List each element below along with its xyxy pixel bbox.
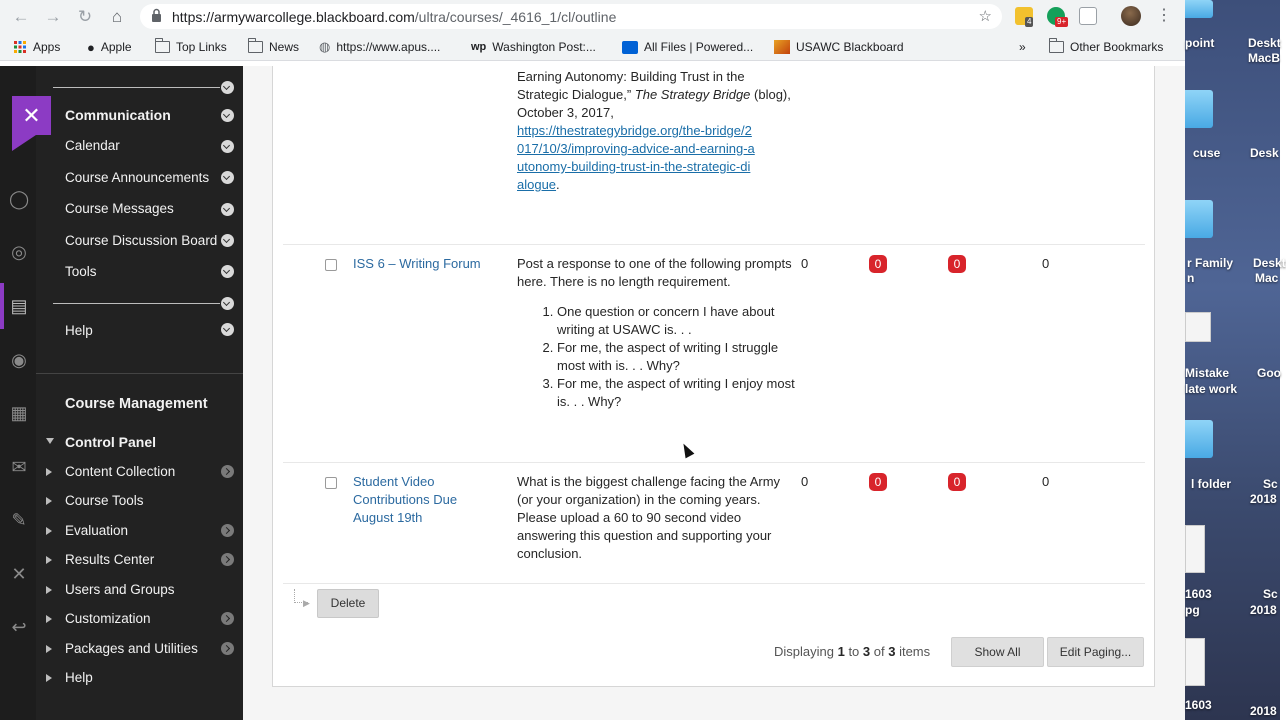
arrow-right-icon: ▶ — [303, 598, 310, 608]
triangle-right-icon[interactable] — [46, 527, 52, 535]
chevron-down-icon[interactable] — [221, 297, 234, 310]
cp-item-content-collection[interactable]: Content Collection — [65, 464, 176, 479]
control-panel-heading[interactable]: Control Panel — [65, 434, 157, 450]
folder-icon — [155, 41, 170, 53]
lock-icon — [152, 9, 161, 22]
desktop-label: Sc — [1263, 587, 1278, 601]
home-icon[interactable]: ⌂ — [111, 7, 123, 26]
chevron-right-icon[interactable] — [221, 642, 234, 655]
item-title-link[interactable]: Student Video Contributions Due August 19th — [353, 474, 458, 525]
wp-logo-icon: wp — [471, 41, 487, 53]
desktop-label: 1603 — [1185, 587, 1212, 601]
bookmark-apps[interactable]: Apps — [13, 39, 60, 55]
row-divider — [283, 462, 1145, 463]
desktop-label: late work — [1185, 382, 1238, 396]
strategy-bridge-link[interactable]: https://thestrategybridge.org/the-bridge/2017/10/3/improving-advice-and-earning-autonomy-building-trust-in-the-strategic-dialogue — [517, 123, 755, 192]
sign-out-icon[interactable]: ↩ — [11, 617, 27, 637]
triangle-right-icon[interactable] — [46, 497, 52, 505]
unread-badge[interactable]: 0 — [869, 473, 887, 491]
folder-icon — [1049, 41, 1064, 53]
desktop-label: pg — [1185, 603, 1200, 617]
cp-item-evaluation[interactable]: Evaluation — [65, 523, 129, 538]
triangle-right-icon[interactable] — [46, 556, 52, 564]
desktop-label: 2018 — [1250, 603, 1277, 617]
bookmark-top-links[interactable]: Top Links — [155, 39, 227, 55]
menu-item-communication[interactable]: Communication — [65, 107, 171, 123]
cp-item-course-tools[interactable]: Course Tools — [65, 493, 144, 508]
chevron-right-icon[interactable] — [221, 465, 234, 478]
paging-status: Displaying 1 to 3 of 3 items — [774, 644, 931, 659]
row-select-checkbox[interactable] — [325, 259, 337, 271]
count-total: 0 — [801, 474, 809, 489]
bookmark-usawc-blackboard[interactable]: USAWC Blackboard — [774, 39, 904, 55]
jpeg-file-icon[interactable] — [1185, 525, 1205, 573]
count-participants: 0 — [1042, 256, 1050, 271]
global-nav-iconbar — [0, 66, 36, 720]
desktop-label: r Family — [1187, 256, 1234, 270]
folder-icon[interactable] — [1185, 200, 1213, 238]
bookmark-box[interactable]: All Files | Powered... — [622, 39, 753, 55]
organizations-icon[interactable]: ◉ — [11, 350, 27, 370]
folder-icon[interactable] — [1185, 420, 1213, 458]
forward-arrow-icon[interactable]: → — [44, 7, 62, 26]
desktop-label: 2018 — [1250, 704, 1277, 718]
desktop-label: Sc — [1263, 477, 1278, 491]
triangle-right-icon[interactable] — [46, 674, 52, 682]
bookmark-overflow[interactable]: » — [1019, 40, 1026, 54]
triangle-right-icon[interactable] — [46, 586, 52, 594]
triangle-right-icon[interactable] — [46, 468, 52, 476]
other-bookmarks[interactable]: Other Bookmarks — [1049, 39, 1163, 55]
item-title-link[interactable]: ISS 6 – Writing Forum — [353, 256, 481, 271]
chevron-right-icon[interactable] — [221, 553, 234, 566]
url-text: https://armywarcollege.blackboard.com/ultra/courses/_4616_1/cl/outline — [172, 9, 617, 25]
unread-badge[interactable]: 0 — [869, 255, 887, 273]
grades-icon[interactable]: ✎ — [11, 510, 27, 530]
menu-divider — [36, 373, 243, 374]
delete-button[interactable]: Delete — [317, 589, 379, 618]
courses-icon[interactable]: ▤ — [10, 296, 28, 316]
chevron-down-icon[interactable] — [221, 109, 234, 122]
chevron-down-icon[interactable] — [221, 203, 234, 216]
course-management-heading: Course Management — [65, 396, 208, 412]
cp-item-users-and-groups[interactable]: Users and Groups — [65, 582, 175, 597]
back-arrow-icon[interactable]: ← — [12, 7, 30, 26]
extension-doc-icon[interactable] — [1079, 7, 1097, 25]
folder-icon — [248, 41, 263, 53]
bookmarks-bar — [0, 33, 1185, 61]
close-course-button[interactable]: ✕ — [12, 96, 51, 135]
profile-avatar[interactable] — [1121, 6, 1141, 26]
chevron-down-icon[interactable] — [221, 265, 234, 278]
triangle-down-icon[interactable] — [46, 438, 54, 444]
globe-icon[interactable]: ◎ — [11, 242, 27, 262]
cp-item-packages-and-utilities[interactable]: Packages and Utilities — [65, 641, 198, 656]
extension-mail-icon[interactable]: 4 — [1015, 7, 1033, 25]
course-menu — [36, 66, 243, 720]
desktop-label: Mistake — [1185, 366, 1230, 380]
desktop-label: Goo — [1257, 366, 1281, 380]
row-divider — [283, 583, 1145, 584]
menu-item-help[interactable]: Help — [65, 323, 93, 338]
menu-item-calendar[interactable]: Calendar — [65, 138, 120, 153]
count-participants: 0 — [1042, 474, 1050, 489]
chevron-down-icon[interactable] — [221, 234, 234, 247]
chevron-down-icon[interactable] — [221, 81, 234, 94]
triangle-right-icon[interactable] — [46, 645, 52, 653]
unread-badge[interactable]: 0 — [948, 255, 966, 273]
unread-badge[interactable]: 0 — [948, 473, 966, 491]
item-description: What is the biggest challenge facing the Army (or your organization) in the coming years. Please upload a 60 to 90 second video answering this question and supporting your conclusion. — [517, 474, 781, 561]
desktop-background — [1185, 0, 1286, 720]
chevron-down-icon[interactable] — [221, 171, 234, 184]
tools-icon[interactable]: ✕ — [11, 564, 27, 584]
edit-paging-button[interactable]: Edit Paging... — [1047, 637, 1144, 667]
apple-icon: ● — [87, 39, 95, 55]
calendar-icon[interactable]: ▦ — [10, 403, 28, 423]
bookmark-star-icon[interactable]: ☆ — [978, 8, 992, 25]
desktop-label: point — [1185, 36, 1215, 50]
reload-icon[interactable]: ↻ — [77, 7, 93, 26]
item-description: Post a response to one of the following prompts here. There is no length requirement. 1. One question or concern I have about writing at USAWC is. . . 2. For me, the aspect of writing I struggle most with is. . . Why? 3. For me, the aspect of writing I enjoy most is. . . Why? — [517, 255, 797, 411]
menu-item-tools[interactable]: Tools — [65, 264, 97, 279]
extension-grammarly-icon[interactable]: 9+ — [1047, 7, 1065, 25]
profile-icon[interactable]: ◯ — [9, 189, 30, 209]
desktop-label: Deskt — [1253, 256, 1286, 270]
desktop-label: Deskt — [1248, 36, 1281, 50]
more-options-icon[interactable]: ⋮ — [1156, 7, 1172, 24]
row-select-checkbox[interactable] — [325, 477, 337, 489]
partial-row-description: Earning Autonomy: Building Trust in the Strategic Dialogue,” The Strategy Bridge (blog), October 3, 2017, https://thestrategybridge.org/the-bridge/2017/10/3/improving-advice-and-earning-autonomy-building-trust-in-the-strategic-dialogue. — [517, 69, 791, 192]
chevron-down-icon[interactable] — [221, 323, 234, 336]
desktop-label: cuse — [1193, 146, 1221, 160]
cp-item-help[interactable]: Help — [65, 670, 93, 685]
folder-icon[interactable] — [1185, 0, 1213, 18]
menu-item-course-discussion-board[interactable]: Course Discussion Board — [65, 233, 218, 248]
row-divider — [283, 244, 1145, 245]
box-logo-icon — [622, 41, 638, 54]
chevron-right-icon[interactable] — [221, 612, 234, 625]
desktop-label: n — [1187, 271, 1195, 285]
close-tile-tail — [12, 135, 36, 151]
globe-icon: ◍ — [319, 39, 331, 54]
bookmark-washington-post[interactable]: wp Washington Post:... — [471, 40, 596, 54]
desktop-label: Desk — [1250, 146, 1279, 160]
address-bar[interactable] — [140, 4, 1002, 29]
count-total: 0 — [801, 256, 809, 271]
bookmark-apus[interactable]: ◍ https://www.apus.... — [319, 39, 441, 54]
chevron-down-icon[interactable] — [221, 140, 234, 153]
bookmark-news[interactable]: News — [248, 39, 299, 55]
triangle-right-icon[interactable] — [46, 615, 52, 623]
file-icon[interactable] — [1185, 312, 1211, 342]
cp-item-customization[interactable]: Customization — [65, 611, 151, 626]
jpeg-file-icon[interactable] — [1185, 638, 1205, 686]
folder-icon[interactable] — [1185, 90, 1213, 128]
desktop-label: 1603 — [1185, 698, 1212, 712]
chevron-right-icon[interactable] — [221, 524, 234, 537]
menu-item-course-announcements[interactable]: Course Announcements — [65, 170, 210, 185]
desktop-label: 2018 — [1250, 492, 1277, 506]
active-nav-indicator — [0, 283, 4, 329]
apps-grid-icon — [13, 41, 27, 53]
cp-item-results-center[interactable]: Results Center — [65, 552, 155, 567]
desktop-label: MacB — [1248, 51, 1281, 65]
show-all-button[interactable]: Show All — [951, 637, 1044, 667]
desktop-label: l folder — [1191, 477, 1232, 491]
browser-toolbar — [0, 0, 1185, 33]
blackboard-logo-icon — [774, 40, 790, 54]
messages-icon[interactable]: ✉ — [11, 457, 27, 477]
bookmark-apple[interactable]: ● Apple — [87, 39, 132, 55]
desktop-label: Mac — [1255, 271, 1279, 285]
menu-item-course-messages[interactable]: Course Messages — [65, 201, 174, 216]
